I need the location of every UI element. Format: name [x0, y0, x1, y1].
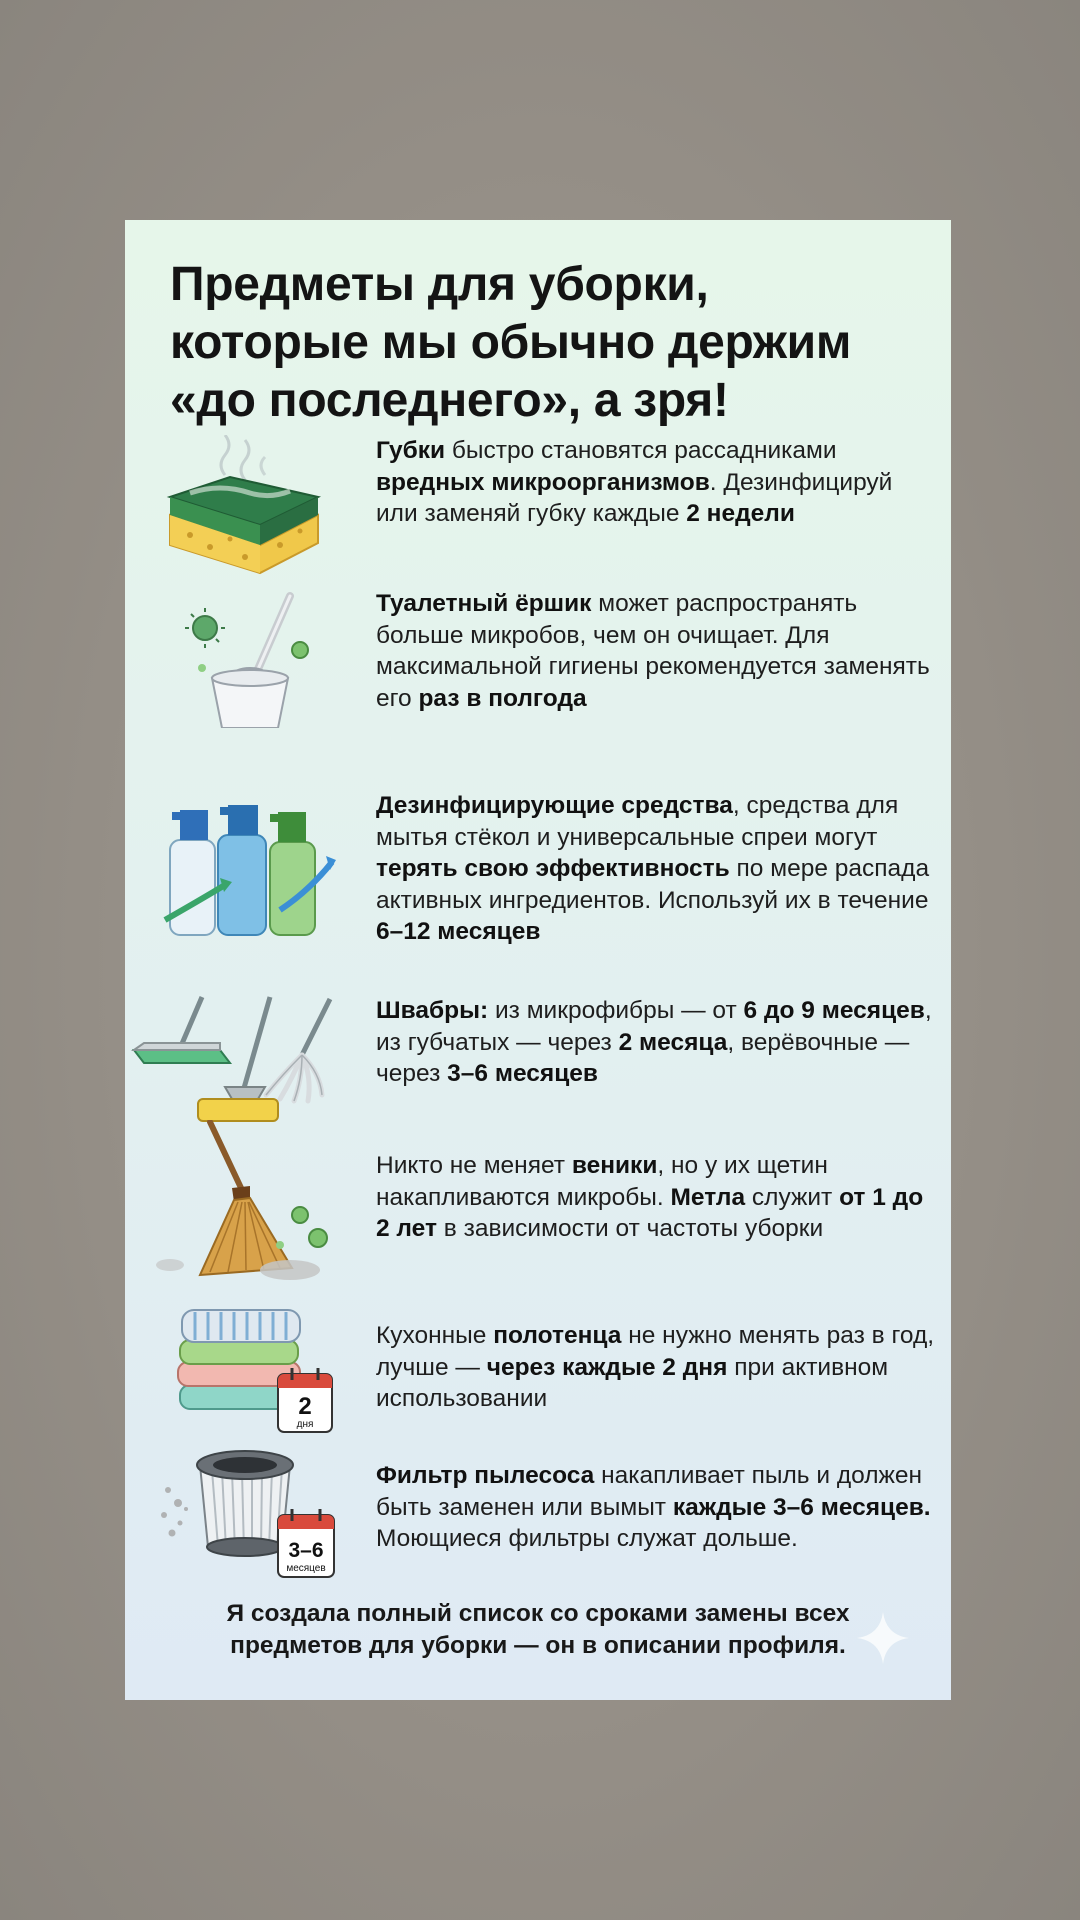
spray-bottles-icon: [150, 790, 340, 940]
title-line-1: Предметы для уборки,: [170, 258, 709, 311]
calendar-number: 2: [298, 1393, 312, 1420]
item-text-mops: Швабры: из микрофибры — от 6 до 9 месяцев, из губчатых — через 2 месяца, верёвочные — через 3–6 месяцев: [376, 997, 932, 1087]
towels-icon: [150, 1290, 340, 1440]
footer-line-1: Я создала полный список со сроками замены всех: [226, 1600, 850, 1627]
footer-note: [155, 1598, 921, 1662]
mops-icon: [130, 995, 340, 1135]
sponge-icon: [150, 435, 340, 575]
infographic-card: [125, 220, 951, 1700]
broom-icon: [150, 1120, 340, 1280]
item-text-towels: Кухонные полотенца не нужно менять раз в год, лучше — через каждые 2 дня при активном использовании: [376, 1322, 935, 1412]
page-title: [170, 256, 930, 430]
item-text-vacuum-filter: Фильтр пылесоса накапливает пыль и должен быть заменен или вымыт каждые 3–6 месяцев. Моющиеся фильтры служат дольше.: [376, 1462, 931, 1552]
calendar-icon: [278, 1368, 332, 1432]
calendar-number: 3–6: [288, 1539, 324, 1562]
item-text-sprays: Дезинфицирующие средства, средства для мытья стёкол и универсальные спреи могут терять свою эффективность по мере распада активных ингредиентов. Используй их в течение 6–12 месяцев: [376, 792, 930, 945]
sparkle-icon: [855, 1610, 911, 1666]
item-text-toilet-brush: Туалетный ёршик может распространять больше микробов, чем он очищает. Для максимальной гигиены рекомендуется заменять его раз в полгода: [376, 590, 930, 712]
toilet-brush-icon: [150, 588, 340, 728]
title-line-2: которые мы обычно держим: [170, 316, 852, 369]
vacuum-filter-icon: [150, 1435, 340, 1585]
calendar-unit: месяцев: [286, 1563, 326, 1574]
item-text-broom: Никто не меняет веники, но у их щетин накапливаются микробы. Метла служит от 1 до 2 лет в зависимости от частоты уборки: [376, 1152, 924, 1242]
calendar-unit: дня: [296, 1419, 314, 1430]
footer-line-2: предметов для уборки — он в описании профиля.: [230, 1632, 846, 1659]
calendar-icon: [278, 1509, 334, 1577]
title-line-3: «до последнего», а зря!: [170, 374, 729, 427]
item-text-sponge: Губки быстро становятся рассадниками вредных микроорганизмов. Дезинфицируй или заменяй губку каждые 2 недели: [376, 437, 893, 527]
